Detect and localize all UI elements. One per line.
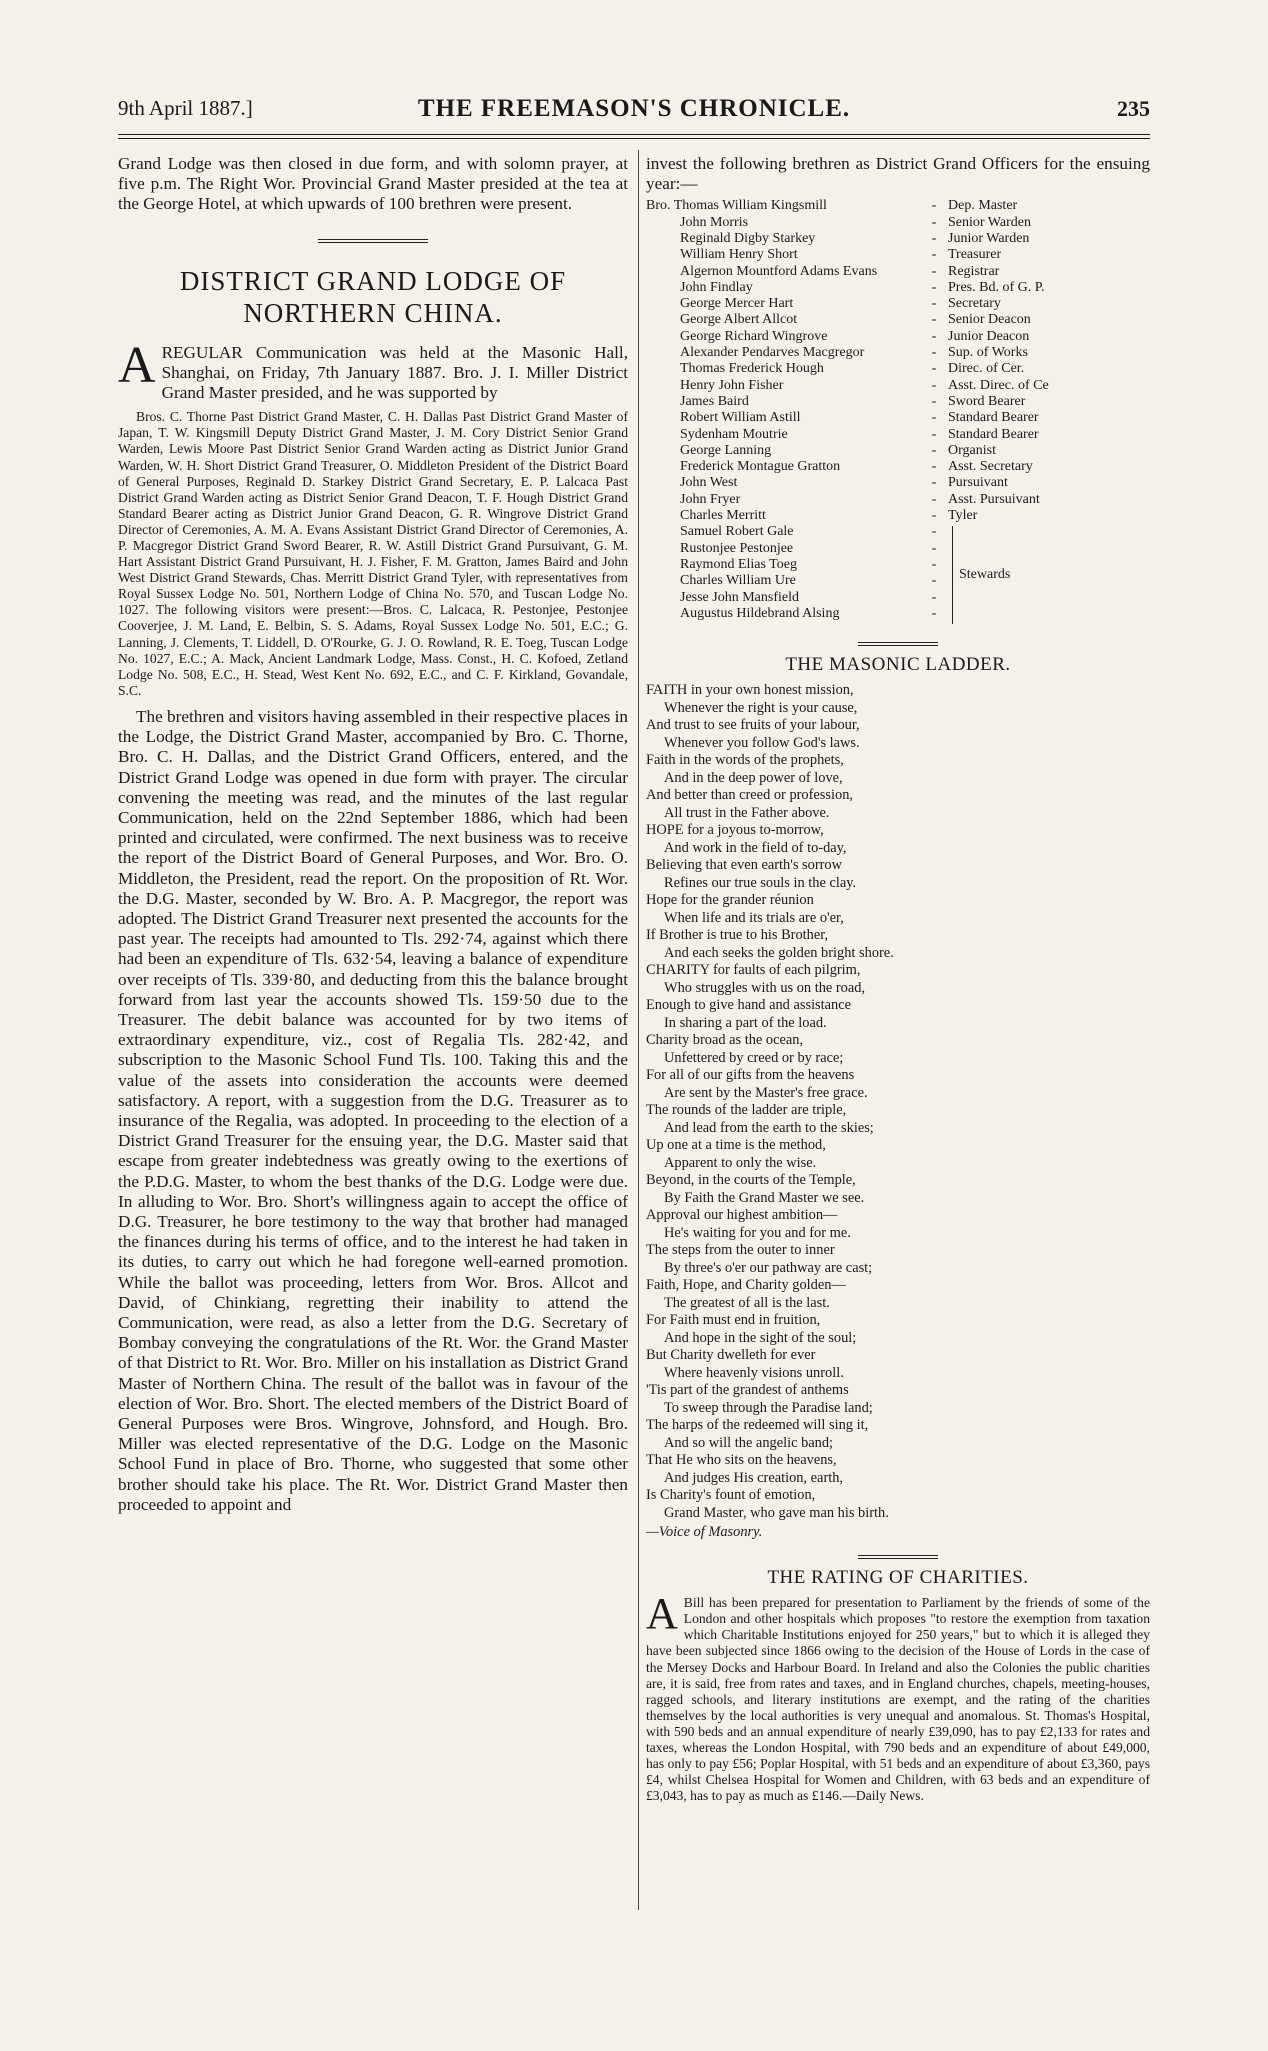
poem-rule: [858, 642, 938, 646]
opening-text: REGULAR Communication was held at the Masonic Hall, Shanghai, on Friday, 7th January 1887. Bro. J. I. Miller District Grand Master presided, and he was supported by: [161, 342, 628, 403]
officer-row: Raymond Elias Toeg -: [646, 557, 1150, 573]
officer-name: Jesse John Mansfield: [680, 589, 799, 605]
poem-line: And trust to see fruits of your labour,: [646, 717, 860, 734]
officer-office: Dep. Master: [948, 198, 1018, 214]
officer-office: Sword Bearer: [948, 393, 1026, 409]
officer-office: Senior Deacon: [948, 312, 1031, 328]
officer-office: Standard Bearer: [948, 426, 1039, 442]
officer-row: Sydenham Moutrie - Standard Bearer: [646, 427, 1150, 443]
officer-office: Direc. of Cer.: [948, 361, 1025, 377]
poem-line: Apparent to only the wise.: [664, 1154, 817, 1171]
poem-line: Where heavenly visions unroll.: [664, 1364, 844, 1381]
officer-office: Standard Bearer: [948, 410, 1039, 426]
opening-paragraph: [118, 336, 628, 404]
poem-line: In sharing a part of the load.: [664, 1014, 827, 1031]
poem-line: Are sent by the Master's free grace.: [664, 1084, 868, 1101]
officer-office: [940, 524, 948, 540]
officer-row: John Fryer - Asst. Pursuivant: [646, 492, 1150, 508]
officer-office: Sup. of Works: [948, 345, 1028, 361]
publication-title: THE FREEMASON'S CHRONICLE.: [417, 95, 851, 122]
poem-line: And so will the angelic band;: [664, 1434, 834, 1451]
officer-row: George Richard Wingrove - Junior Deacon: [646, 329, 1150, 345]
header-rule-thin: [118, 138, 1150, 139]
poem-line: FAITH in your own honest mission,: [646, 682, 854, 699]
officer-office: [940, 573, 948, 589]
officer-name: Sydenham Moutrie: [680, 426, 788, 442]
poem-line: The rounds of the ladder are triple,: [646, 1102, 847, 1119]
officer-row: Bro. Thomas William Kingsmill - Dep. Master: [646, 198, 1018, 214]
poem-line: And work in the field of to-day,: [664, 839, 847, 856]
poem-line: CHARITY for faults of each pilgrim,: [646, 962, 861, 979]
page-header: [118, 96, 1150, 130]
poem-line: By Faith the Grand Master we see.: [664, 1189, 865, 1206]
poem-line: All trust in the Father above.: [664, 804, 830, 821]
officer-row: Frederick Montague Gratton - Asst. Secretary: [646, 459, 1150, 475]
charities-paragraph: [646, 1589, 1150, 1804]
poem-title: THE MASONIC LADDER.: [785, 654, 1011, 676]
officer-office: [940, 590, 948, 606]
poem-line: That He who sits on the heavens,: [646, 1452, 837, 1469]
officer-office: Pres. Bd. of G. P.: [948, 279, 1045, 295]
poem-line: The harps of the redeemed will sing it,: [646, 1417, 869, 1434]
officer-name: Thomas Frederick Hough: [680, 361, 824, 377]
poem-line: The greatest of all is the last.: [664, 1294, 830, 1311]
drop-cap: A: [118, 336, 156, 394]
officer-office: Junior Deacon: [948, 328, 1030, 344]
officer-name: Charles William Ure: [680, 573, 796, 589]
officer-name: Reginald Digby Starkey: [680, 231, 816, 246]
poem-line: Charity broad as the ocean,: [646, 1032, 804, 1049]
poem-line: And lead from the earth to the skies;: [664, 1119, 874, 1136]
poem-line: Is Charity's fount of emotion,: [646, 1487, 816, 1504]
officer-row: Henry John Fisher - Asst. Direc. of Ce: [646, 378, 1150, 394]
officer-office: Treasurer: [948, 247, 1002, 263]
officer-name: Bro. Thomas William Kingsmill: [646, 198, 827, 214]
poem-line: Refines our true souls in the clay.: [664, 874, 857, 891]
main-paragraph: The brethren and visitors having assembled in their respective places in the Lodge, the District Grand Master, accompanied by Bro. C. Thorne, Bro. C. H. Dallas, and the District Grand Officers, entered, and the District Grand Lodge was opened in due form with prayer. The circular convening the meeting was read, and the minutes of the last regular Communication, held on the 22nd September 1886, which had been printed and circulated, were confirmed. The next business was to receive the report of the District Board of General Purposes, and Wor. Bro. O. Middleton, the President, read the report. On the proposition of Rt. Wor. the D.G. Master, seconded by W. Bro. A. P. Macgregor, the report was adopted. The District Grand Treasurer next presented the accounts for the past year. The receipts had amounted to Tls. 292·74, against which there had been an expenditure of Tls. 632·54, leaving a balance of expenditure over receipts of Tls. 339·80, and deducting from this the balance brought forward from last year the accounts showed Tls. 159·50 due to the Treasurer. The debit balance was accounted for by two items of extraordinary expenditure, viz., cost of Regalia Tls. 282·42, and subscription to the Masonic School Fund Tls. 100. Taking this and the value of the assets into consideration the accounts were deemed satisfactory. A report, with a suggestion from the D.G. Treasurer as to insurance of the Regalia, was adopted. In proceeding to the election of a District Grand Treasurer for the ensuing year, the D.G. Master said that escape from greater indebtedness was greatly owing to the exertions of the P.D.G. Master, to whom the best thanks of the D.G. Lodge were due. In alluding to Wor. Bro. Short's willingness again to accept the office of D.G. Treasurer, he bore testimony to the way that brother had managed the finances during his terms of office, and to the interest he had taken in its duties, to carry out which he had foregone well-earned promotion. While the ballot was proceeding, letters from Wor. Bros. Allcot and David, of Chinkiang, regretting their inability to attend the Communication, were read, as also a letter from the D.G. Secretary of Bombay conveying the congratulations of the Rt. Wor. the Grand Master of that District to Rt. Wor. Bro. Miller on his installation as District Grand Master of Northern China. The result of the ballot was in favour of the election of Wor. Bro. Short. The elected members of the District Board of General Purposes were Bros. Wingrove, Johnsford, and Hough. Bro. Miller was elected representative of the D.G. Lodge on the Masonic School Fund in place of Bro. Thorne, who suggested that some other brother should take his place. The Rt. Wor. District Grand Master then proceeded to appoint and: [118, 706, 628, 1514]
officer-name: Samuel Robert Gale: [680, 524, 794, 540]
officer-row: Reginald Digby Starkey - Junior Warden: [646, 231, 1150, 247]
officer-office: Tyler: [948, 508, 978, 524]
officers-list: [646, 198, 1150, 622]
poem-line: To sweep through the Paradise land;: [664, 1399, 873, 1416]
officer-name: Rustonjee Pestonjee: [680, 540, 794, 556]
stewards-brace: [952, 526, 1010, 624]
officer-row: George Mercer Hart - Secretary: [646, 296, 1150, 312]
poem-line: And judges His creation, earth,: [664, 1469, 844, 1486]
officer-name: Charles Merritt: [680, 508, 766, 524]
poem-line: Grand Master, who gave man his birth.: [664, 1504, 889, 1521]
poem-line: Hope for the grander réunion: [646, 892, 814, 909]
section-title: [118, 265, 628, 329]
poem: [646, 682, 1150, 1522]
officer-name: Alexander Pendarves Macgregor: [680, 345, 865, 361]
poem-line: When life and its trials are o'er,: [664, 909, 844, 926]
poem-line: Faith, Hope, and Charity golden—: [646, 1277, 846, 1294]
officer-office: [940, 557, 948, 573]
poem-line: Believing that even earth's sorrow: [646, 857, 843, 874]
poem-line: If Brother is true to his Brother,: [646, 927, 829, 944]
poem-line: Unfettered by creed or by race;: [664, 1049, 844, 1066]
section-title-line-2: NORTHERN CHINA.: [243, 297, 503, 328]
poem-line: And better than creed or profession,: [646, 787, 853, 804]
charities-rule: [858, 1555, 938, 1559]
poem-line: Approval our highest ambition—: [646, 1207, 838, 1224]
officer-row: Charles Merritt - Tyler: [646, 508, 1150, 524]
officer-row: Alexander Pendarves Macgregor - Sup. of Works: [646, 345, 1150, 361]
poem-line: But Charity dwelleth for ever: [646, 1347, 816, 1364]
poem-line: For all of our gifts from the heavens: [646, 1067, 855, 1084]
officer-row: Thomas Frederick Hough - Direc. of Cer.: [646, 361, 1150, 377]
officer-row: George Albert Allcot - Senior Deacon: [646, 312, 1150, 328]
poem-line: Up one at a time is the method,: [646, 1137, 826, 1154]
officer-name: Frederick Montague Gratton: [680, 459, 841, 475]
officer-row: John Morris - Senior Warden: [646, 215, 1150, 231]
poem-line: The steps from the outer to inner: [646, 1242, 835, 1259]
officer-office: Asst. Secretary: [948, 459, 1033, 475]
officer-office: [940, 541, 948, 557]
continuation-paragraph: invest the following brethren as District Grand Officers for the ensuing year:—: [646, 154, 1150, 194]
officer-office: Asst. Direc. of Ce: [948, 377, 1049, 393]
officer-name: John Morris: [680, 214, 749, 230]
officer-name: Robert William Astill: [680, 410, 801, 426]
poem-line: Whenever you follow God's laws.: [664, 734, 860, 751]
officer-row: James Baird - Sword Bearer: [646, 394, 1150, 410]
right-column: [646, 154, 1150, 1804]
charities-drop-cap: A: [646, 1589, 678, 1639]
stewards-label: Stewards: [959, 567, 1011, 583]
officer-name: James Baird: [680, 393, 749, 409]
officer-row: George Lanning - Organist: [646, 443, 1150, 459]
officer-row: John West - Pursuivant: [646, 475, 1150, 491]
page-number: 235: [1117, 96, 1150, 121]
officer-name: John Findlay: [680, 279, 753, 295]
poem-line: And each seeks the golden bright shore.: [664, 944, 894, 961]
officer-row: William Henry Short - Treasurer: [646, 247, 1150, 263]
officer-row: Augustus Hildebrand Alsing -: [646, 606, 1150, 622]
poem-line: He's waiting for you and for me.: [664, 1224, 851, 1241]
officer-row: Algernon Mountford Adams Evans - Registrar: [646, 264, 1150, 280]
poem-line: HOPE for a joyous to-morrow,: [646, 822, 824, 839]
officer-name: John Fryer: [680, 491, 741, 507]
officer-name: William Henry Short: [680, 247, 798, 263]
officer-name: Augustus Hildebrand Alsing: [680, 605, 840, 621]
officer-name: George Albert Allcot: [680, 312, 798, 328]
officer-office: Pursuivant: [948, 475, 1008, 491]
poem-source: —Voice of Masonry.: [646, 1524, 763, 1541]
header-rule: [118, 134, 1150, 135]
poem-line: Enough to give hand and assistance: [646, 997, 852, 1014]
officer-name: George Lanning: [680, 442, 772, 458]
charities-title: THE RATING OF CHARITIES.: [767, 1567, 1029, 1589]
officer-row: Rustonjee Pestonjee -: [646, 541, 1150, 557]
officer-office: Senior Warden: [948, 214, 1031, 230]
poem-line: And hope in the sight of the soul;: [664, 1329, 857, 1346]
officer-office: Secretary: [948, 296, 1001, 312]
officer-office: Junior Warden: [948, 231, 1030, 246]
supporters-paragraph: Bros. C. Thorne Past District Grand Master, C. H. Dallas Past District Grand Master of Japan, T. W. Kingsmill Deputy District Grand Master, J. M. Cory District Senior Grand Warden, Lewis Moore Past District Senior Grand Warden acting as District Junior Grand Warden, W. H. Short District Grand Treasurer, O. Middleton President of the District Board of General Purposes, Reginald D. Starkey District Grand Secretary, E. P. Lalcaca Past District Grand Warden acting as District Senior Grand Deacon, T. F. Hough District Grand Standard Bearer acting as District Junior Grand Deacon, G. R. Wingrove District Grand Director of Ceremonies, A. M. A. Evans Assistant District Grand Director of Ceremonies, A. P. Macgregor District Grand Sword Bearer, R. W. Astill District Grand Pursuivant, G. M. Hart Assistant District Grand Pursuivant, H. J. Fisher, F. M. Gratton, James Baird and John West District Grand Stewards, Chas. Merritt District Grand Tyler, with representatives from Royal Sussex Lodge No. 501, Northern Lodge of China No. 570, and Tuscan Lodge No. 1027. The following visitors were present:—Bros. C. Lalcaca, R. Pestonjee, Pestonjee Cooverjee, J. M. Land, E. Belbin, S. S. Adams, Royal Sussex Lodge No. 501, E.C.; G. Lanning, J. Clements, T. Liddell, D. O'Rourke, G. J. O. Rowland, R. E. Toeg, Tuscan Lodge No. 1027, E.C.; A. Mack, Ancient Landmark Lodge, Mass. Const., H. C. Kofoed, Zetland Lodge No. 508, E.C., H. Stead, West Kent No. 692, E.C., and C. F. Kirkland, Govandale, S.C.: [118, 409, 628, 698]
poem-line: 'Tis part of the grandest of anthems: [646, 1382, 849, 1399]
officer-office: Registrar: [948, 263, 1000, 279]
officer-name: Henry John Fisher: [680, 377, 784, 393]
officer-name: John West: [680, 475, 738, 491]
officer-row: Samuel Robert Gale -: [646, 524, 1150, 540]
officer-office: Organist: [948, 442, 996, 458]
officer-row: Robert William Astill - Standard Bearer: [646, 410, 1150, 426]
column-divider: [638, 150, 639, 1910]
officer-office: [940, 606, 948, 622]
section-title-line-1: DISTRICT GRAND LODGE OF: [179, 265, 567, 296]
officer-name: Algernon Mountford Adams Evans: [680, 263, 878, 279]
poem-line: For Faith must end in fruition,: [646, 1312, 821, 1329]
poem-line: Beyond, in the courts of the Temple,: [646, 1172, 856, 1189]
officer-name: George Richard Wingrove: [680, 328, 828, 344]
officer-name: Raymond Elias Toeg: [680, 556, 797, 572]
officer-row: John Findlay - Pres. Bd. of G. P.: [646, 280, 1150, 296]
charities-text: Bill has been prepared for presentation to Parliament by the friends of some of the London and other hospitals which proposes "to restore the exemption from taxation which Charitable Institutions enjoyed for 250 years," but to which it is alleged they have been subjected since 1866 owing to the decision of the House of Lords in the case of the Mersey Docks and Harbour Board. In Ireland and also the Colonies the public charities are, it is said, free from rates and taxes, and in England churches, chapels, meeting-houses, ragged schools, and literary institutions are exempt, and the rating of the charities themselves by the local authorities is very unequal and anomalous. St. Thomas's Hospital, with 590 beds and an annual expenditure of nearly £39,090, has to pay £2,133 for rates and taxes, whereas the London Hospital, with 790 beds and an expenditure of about £49,000, has only to pay £56; Poplar Hospital, with 51 beds and an expenditure of about £3,360, pays £4, whilst Chelsea Hospital for Women and Children, with 63 beds and an expenditure of £3,043, has to pay as much as £146.—Daily News.: [646, 1595, 1150, 1804]
poem-line: By three's o'er our pathway are cast;: [664, 1259, 873, 1276]
officer-row: Jesse John Mansfield -: [646, 590, 1150, 606]
issue-date: 9th April 1887.]: [118, 96, 253, 120]
poem-line: Who struggles with us on the road,: [664, 979, 866, 996]
officer-name: George Mercer Hart: [680, 296, 794, 312]
poem-line: Whenever the right is your cause,: [664, 699, 858, 716]
intro-paragraph: Grand Lodge was then closed in due form, and with solomn prayer, at five p.m. The Right Wor. Provincial Grand Master presided at the tea at the George Hotel, at which upwards of 100 brethren were present.: [118, 154, 628, 214]
officer-office: Asst. Pursuivant: [948, 491, 1040, 507]
officer-row: Charles William Ure -: [646, 573, 1150, 589]
left-column: [118, 154, 628, 1515]
poem-line: And in the deep power of love,: [664, 769, 843, 786]
section-rule: [318, 239, 428, 243]
poem-line: Faith in the words of the prophets,: [646, 752, 844, 769]
